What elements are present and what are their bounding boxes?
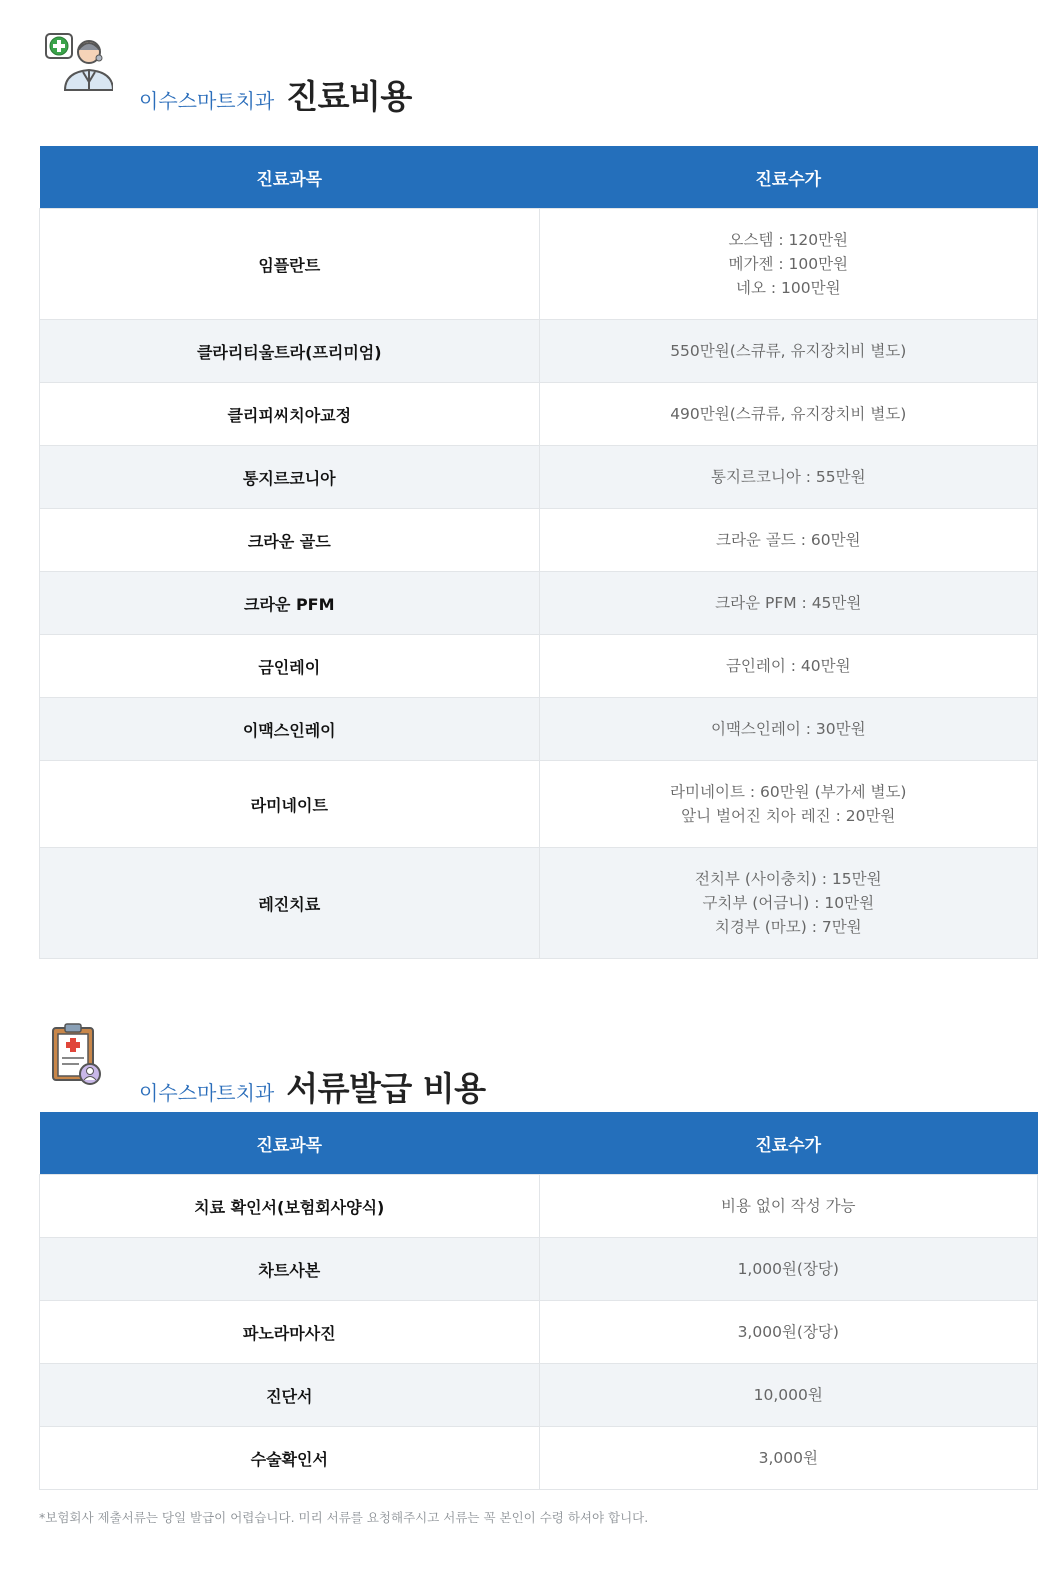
subject-cell: 클리피씨치아교정 bbox=[40, 383, 540, 446]
section-name: 서류발급 비용 bbox=[286, 1069, 486, 1108]
subject-cell: 금인레이 bbox=[40, 635, 540, 698]
subject-cell: 이맥스인레이 bbox=[40, 698, 540, 761]
price-cell bbox=[539, 1427, 1037, 1490]
price-cell bbox=[539, 761, 1037, 848]
clinic-name: 이수스마트치과 bbox=[139, 1081, 275, 1105]
price-line: 네오 : 100만원 bbox=[735, 279, 841, 297]
price-line: 1,000원(장당) bbox=[737, 1260, 839, 1278]
table-body bbox=[40, 1175, 1038, 1490]
price-cell bbox=[539, 848, 1037, 959]
table-row bbox=[40, 1238, 1038, 1301]
table-row bbox=[40, 509, 1038, 572]
column-header-price: 진료수가 bbox=[539, 146, 1037, 209]
section-name: 진료비용 bbox=[286, 77, 412, 116]
price-cell bbox=[539, 209, 1037, 320]
subject-cell: 파노라마사진 bbox=[40, 1301, 540, 1364]
doctor-icon bbox=[43, 30, 113, 100]
clipboard-icon bbox=[49, 1022, 105, 1086]
footnote: *보험회사 제출서류는 당일 발급이 어렵습니다. 미리 서류를 요청해주시고 서류는 꼭 본인이 수령 하셔야 합니다. bbox=[39, 1510, 649, 1525]
subject-cell: 클라리티울트라(프리미엄) bbox=[40, 320, 540, 383]
section-header bbox=[39, 30, 1039, 146]
table-row bbox=[40, 1364, 1038, 1427]
table-row bbox=[40, 209, 1038, 320]
price-line: 비용 없이 작성 가능 bbox=[720, 1197, 856, 1215]
document-fee-section bbox=[39, 1022, 1039, 1490]
table-row bbox=[40, 635, 1038, 698]
section-header bbox=[39, 1022, 1039, 1112]
price-cell bbox=[539, 383, 1037, 446]
price-line: 메가젠 : 100만원 bbox=[728, 255, 849, 273]
subject-cell: 수술확인서 bbox=[40, 1427, 540, 1490]
price-cell bbox=[539, 1175, 1037, 1238]
price-line: 3,000원(장당) bbox=[737, 1323, 839, 1341]
table-row bbox=[40, 848, 1038, 959]
price-line: 라미네이트 : 60만원 (부가세 별도) bbox=[670, 783, 907, 801]
clinic-name: 이수스마트치과 bbox=[139, 89, 275, 113]
subject-cell: 차트사본 bbox=[40, 1238, 540, 1301]
price-cell bbox=[539, 635, 1037, 698]
table-row bbox=[40, 383, 1038, 446]
section-title bbox=[139, 71, 412, 118]
table-body bbox=[40, 209, 1038, 959]
table-row bbox=[40, 1427, 1038, 1490]
table-row bbox=[40, 761, 1038, 848]
price-cell bbox=[539, 509, 1037, 572]
subject-cell: 임플란트 bbox=[40, 209, 540, 320]
price-cell bbox=[539, 1301, 1037, 1364]
table-row bbox=[40, 572, 1038, 635]
price-line: 10,000원 bbox=[753, 1386, 823, 1404]
subject-cell: 진단서 bbox=[40, 1364, 540, 1427]
price-line: 금인레이 : 40만원 bbox=[725, 657, 851, 675]
treatment-cost-table bbox=[39, 146, 1038, 959]
price-line: 전치부 (사이충치) : 15만원 bbox=[694, 870, 882, 888]
subject-cell: 통지르코니아 bbox=[40, 446, 540, 509]
column-header-subject: 진료과목 bbox=[40, 146, 540, 209]
price-line: 3,000원 bbox=[758, 1449, 818, 1467]
column-header-subject: 진료과목 bbox=[40, 1112, 540, 1175]
column-header-price: 진료수가 bbox=[539, 1112, 1037, 1175]
subject-cell: 크라운 PFM bbox=[40, 572, 540, 635]
table-row bbox=[40, 1301, 1038, 1364]
treatment-cost-section bbox=[39, 30, 1039, 959]
subject-cell: 치료 확인서(보험회사양식) bbox=[40, 1175, 540, 1238]
price-cell bbox=[539, 1364, 1037, 1427]
price-cell bbox=[539, 698, 1037, 761]
document-fee-table bbox=[39, 1112, 1038, 1490]
subject-cell: 라미네이트 bbox=[40, 761, 540, 848]
subject-cell: 크라운 골드 bbox=[40, 509, 540, 572]
price-line: 앞니 벌어진 치아 레진 : 20만원 bbox=[681, 807, 896, 825]
price-cell bbox=[539, 1238, 1037, 1301]
price-line: 이맥스인레이 : 30만원 bbox=[710, 720, 866, 738]
price-line: 구치부 (어금니) : 10만원 bbox=[702, 894, 875, 912]
price-line: 490만원(스큐류, 유지장치비 별도) bbox=[670, 405, 907, 423]
table-row bbox=[40, 446, 1038, 509]
price-line: 550만원(스큐류, 유지장치비 별도) bbox=[670, 342, 907, 360]
price-cell bbox=[539, 446, 1037, 509]
subject-cell: 레진치료 bbox=[40, 848, 540, 959]
table-row bbox=[40, 1175, 1038, 1238]
table-row bbox=[40, 698, 1038, 761]
price-line: 크라운 PFM : 45만원 bbox=[715, 594, 862, 612]
price-line: 크라운 골드 : 60만원 bbox=[715, 531, 861, 549]
table-row bbox=[40, 320, 1038, 383]
price-cell bbox=[539, 320, 1037, 383]
price-line: 치경부 (마모) : 7만원 bbox=[714, 918, 862, 936]
price-line: 오스템 : 120만원 bbox=[728, 231, 849, 249]
section-title bbox=[139, 1063, 486, 1110]
price-line: 통지르코니아 : 55만원 bbox=[710, 468, 866, 486]
price-cell bbox=[539, 572, 1037, 635]
